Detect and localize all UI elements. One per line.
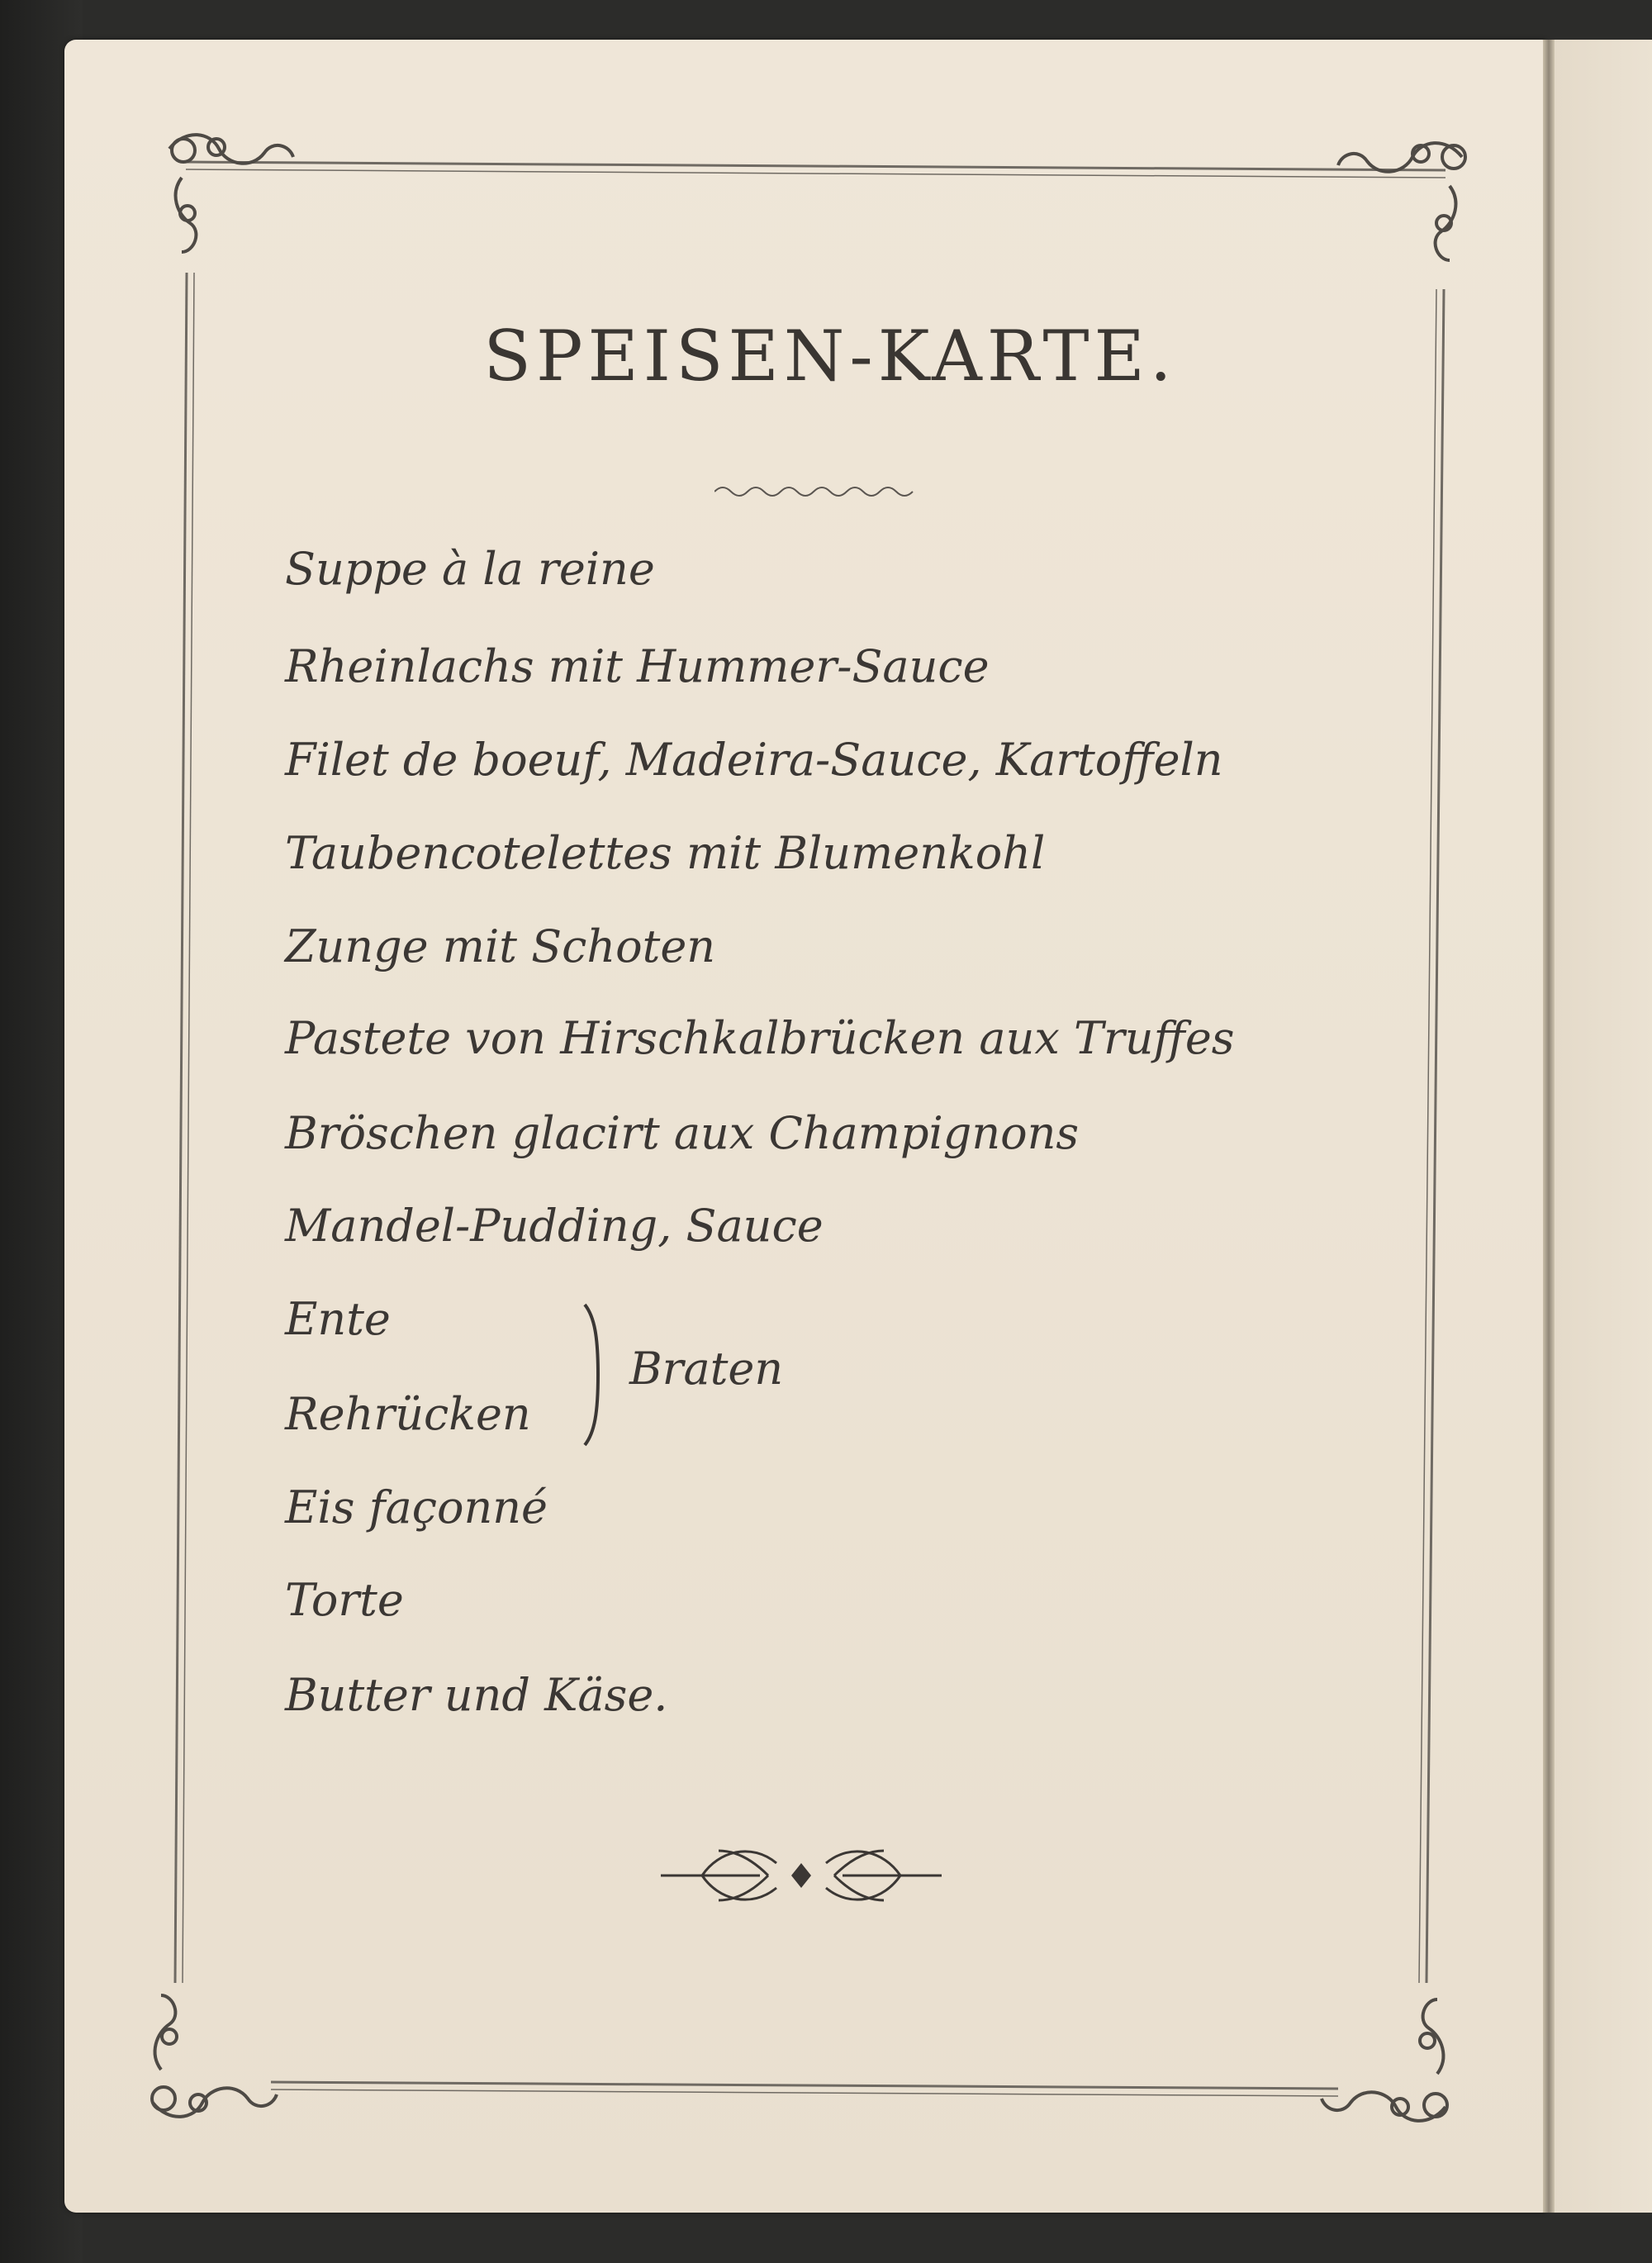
course-label-roast: Braten [629,1343,784,1395]
menu-item: Filet de boeuf, Madeira-Sauce, Kartoffeln [285,734,1223,786]
menu-item: Zunge mit Schoten [285,920,716,972]
bottom-ornament-icon [661,1834,942,1917]
menu-item: Rehrücken [285,1388,531,1440]
menu-item: Rheinlachs mit Hummer-Sauce [285,640,990,692]
menu-item: Butter und Käse. [285,1669,668,1721]
page-title: SPEISEN-KARTE. [483,316,1177,397]
menu-item: Torte [285,1574,404,1626]
menu-item: Eis façonné [285,1481,548,1533]
brace-icon [577,1300,610,1449]
menu-item: Pastete von Hirschkalbrücken aux Truffes [285,1012,1235,1064]
menu-item: Ente [285,1293,391,1345]
menu-item: Suppe à la reine [285,543,655,595]
menu-item: Bröschen glacirt aux Champignons [285,1107,1080,1159]
menu-item: Mandel-Pudding, Sauce [285,1200,824,1252]
title-underline-flourish [714,482,921,502]
menu-item: Taubencotelettes mit Blumenkohl [285,827,1046,879]
